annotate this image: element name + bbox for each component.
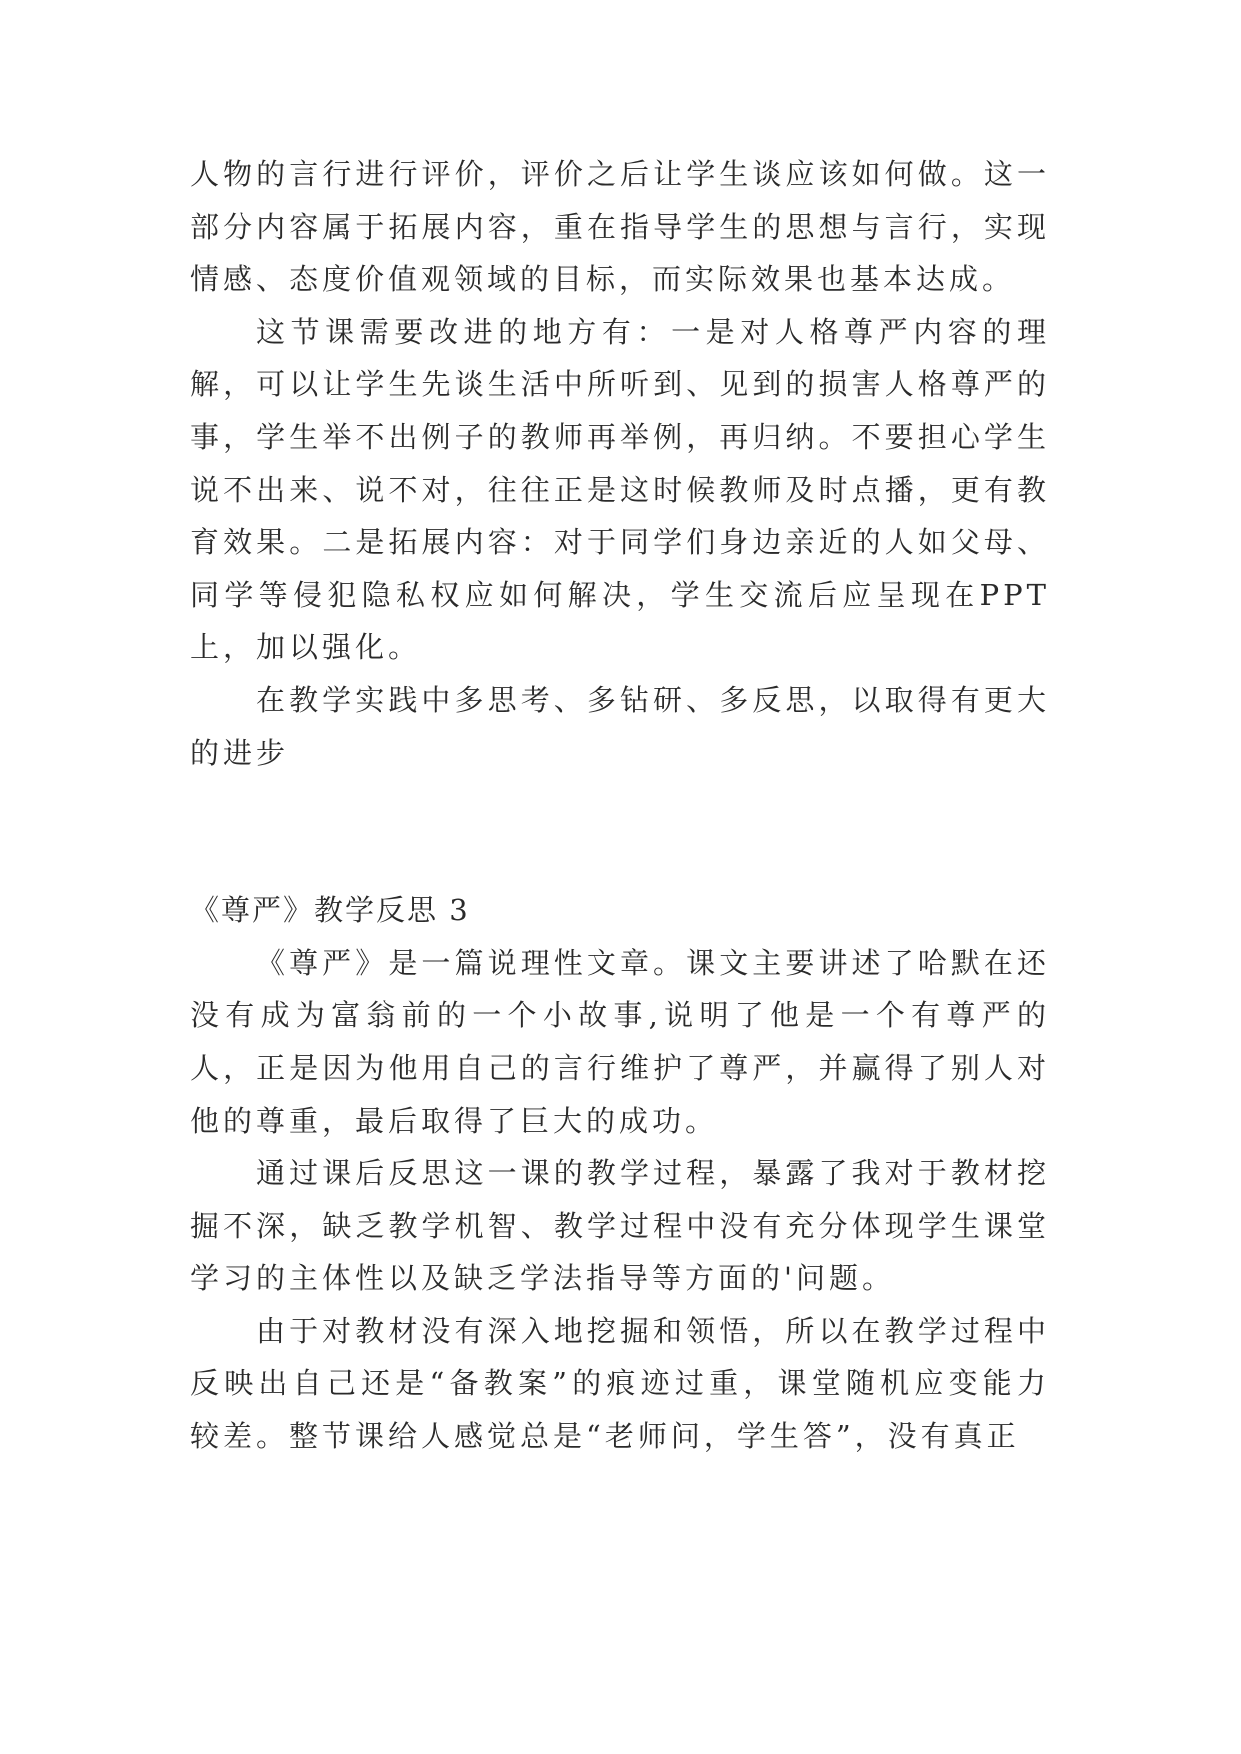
- paragraph-reflection: 通过课后反思这一课的教学过程，暴露了我对于教材挖掘不深，缺乏教学机智、教学过程中没有充分体现学生课堂学习的主体性以及缺乏学法指导等方面的'问题。: [190, 1156, 1050, 1296]
- paragraph-improvements: 这节课需要改进的地方有：一是对人格尊严内容的理解，可以让学生先谈生活中所听到、见到的损害人格尊严的事，学生举不出例子的教师再举例，再归纳。不要担心学生说不出来、说不对，往往正是这时候教师及时点播，更有教育效果。二是拓展内容：对于同学们身边亲近的人如父母、同学等侵犯隐私权应如何解决，学生交流后应呈现在PPT上，加以强化。: [190, 314, 1050, 665]
- section-title: 《尊严》教学反思 3: [190, 893, 470, 928]
- paragraph-evaluation: 人物的言行进行评价，评价之后让学生谈应该如何做。这一部分内容属于拓展内容，重在指导学生的思想与言行，实现情感、态度价值观领域的目标，而实际效果也基本达成。: [190, 157, 1050, 297]
- document-body: [190, 148, 1050, 1463]
- paragraph-conclusion: 在教学实践中多思考、多钻研、多反思，以取得有更大的进步: [190, 682, 1050, 770]
- paragraph-intro: 《尊严》是一篇说理性文章。课文主要讲述了哈默在还没有成为富翁前的一个小故事,说明了他是一个有尊严的人，正是因为他用自己的言行维护了尊严，并赢得了别人对他的尊重，最后取得了巨大的成功。: [190, 945, 1050, 1138]
- paragraph-analysis: 由于对教材没有深入地挖掘和领悟，所以在教学过程中反映出自己还是“备教案”的痕迹过重，课堂随机应变能力较差。整节课给人感觉总是“老师问，学生答”，没有真正: [190, 1313, 1050, 1454]
- section-gap: [190, 779, 1050, 884]
